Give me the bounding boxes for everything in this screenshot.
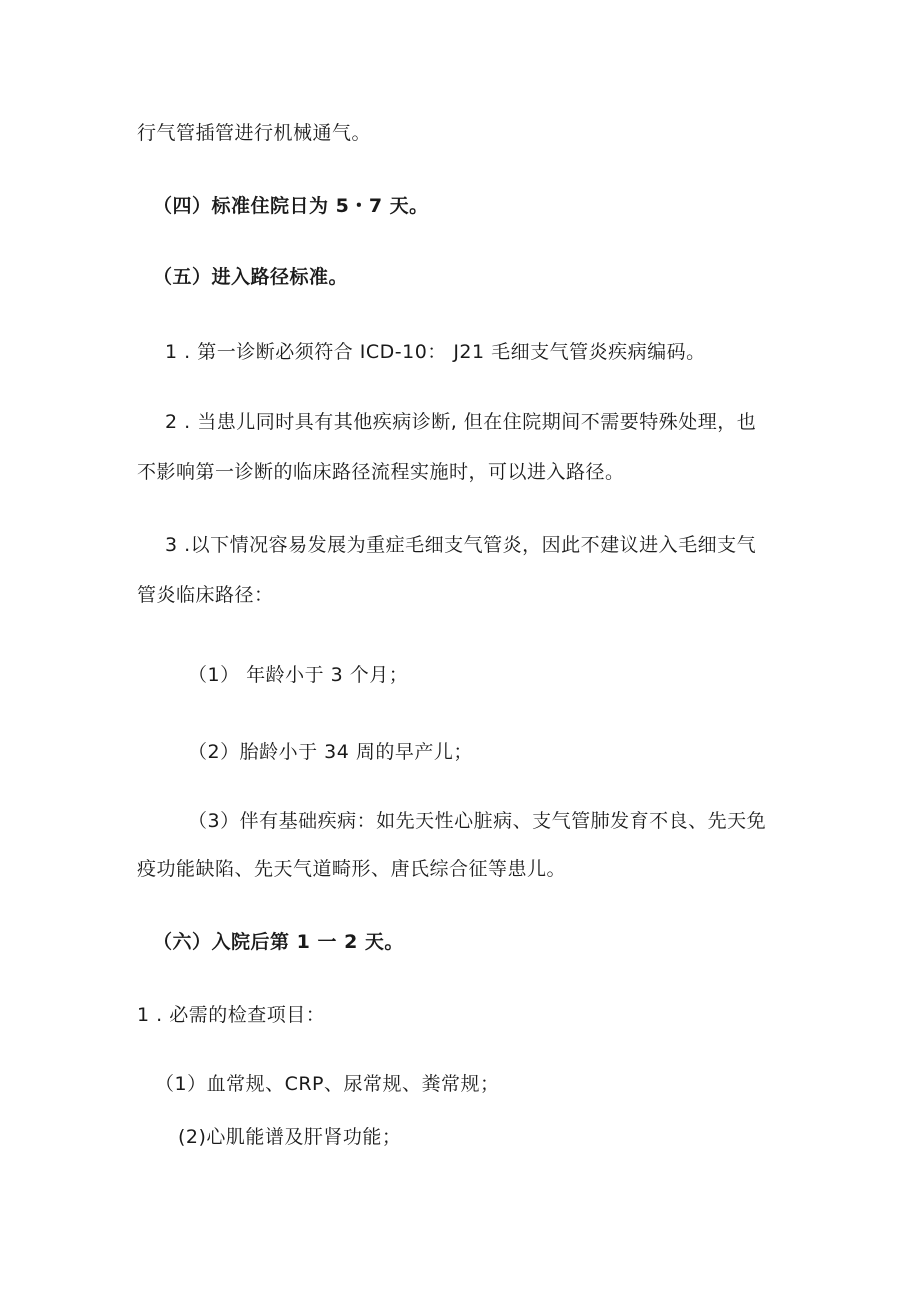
text-item-2-line-1: 2 . 当患儿同时具有其他疾病诊断, 但在住院期间不需要特殊处理，也	[165, 411, 757, 433]
text-sub-3-line-2: 疫功能缺陷、先天气道畸形、唐氏综合征等患儿。	[137, 858, 567, 880]
text-required-exams: 1 . 必需的检查项目：	[137, 1004, 326, 1026]
heading-admission-day-1-2: （六）入院后第 1 一 2 天。	[153, 931, 404, 953]
heading-standard-stay: （四）标准住院日为 5・7 天。	[153, 195, 429, 217]
text-item-3-line-1: 3 .以下情况容易发展为重症毛细支气管炎，因此不建议进入毛细支气	[165, 534, 757, 556]
text-line-intubation: 行气管插管进行机械通气。	[137, 122, 372, 144]
text-item-1-diagnosis: 1 . 第一诊断必须符合 ICD-10： J21 毛细支气管炎疾病编码。	[165, 341, 706, 363]
heading-pathway-criteria: （五）进入路径标准。	[153, 266, 349, 288]
text-sub-1-age: （1） 年龄小于 3 个月；	[188, 664, 409, 686]
text-item-3-line-2: 管炎临床路径：	[137, 584, 274, 606]
text-exam-2-myocardial-enzymes: (2)心肌能谱及肝肾功能；	[178, 1126, 402, 1148]
text-sub-3-line-1: （3）伴有基础疾病：如先天性心脏病、支气管肺发育不良、先天免	[188, 810, 767, 832]
text-item-2-line-2: 不影响第一诊断的临床路径流程实施时，可以进入路径。	[137, 461, 625, 483]
text-exam-1-blood-routine: （1）血常规、CRP、尿常规、粪常规；	[155, 1073, 500, 1095]
text-sub-2-gestational-age: （2）胎龄小于 34 周的早产儿；	[188, 741, 473, 763]
